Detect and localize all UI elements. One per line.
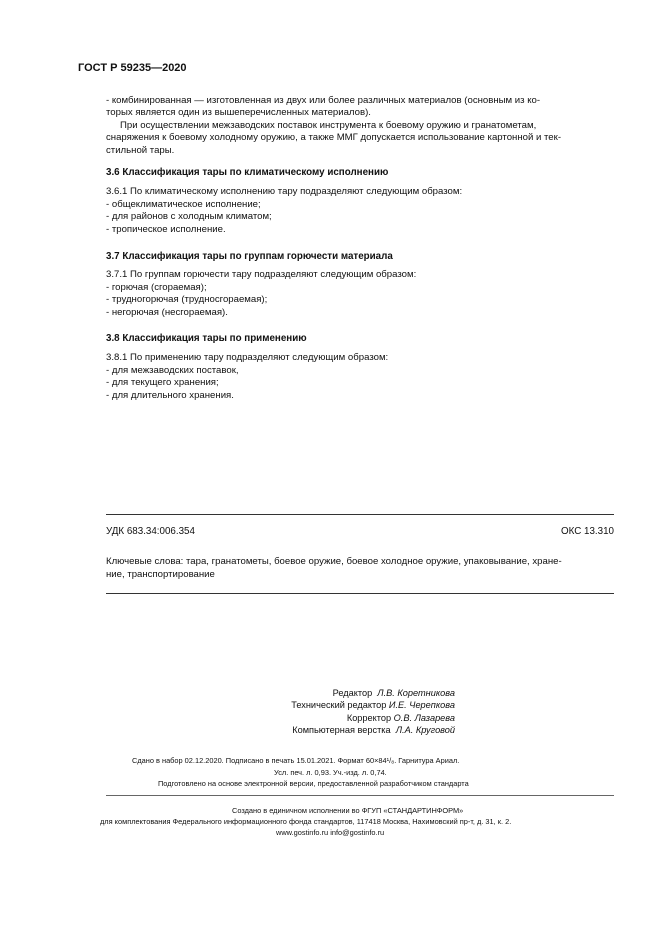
staff-row-tech-editor xyxy=(255,699,455,711)
standard-header: ГОСТ Р 59235—2020 xyxy=(78,62,187,74)
staff-name: Л.В. Коретникова xyxy=(377,688,455,698)
staff-row-layout xyxy=(255,724,455,736)
staff-row-editor xyxy=(255,687,455,699)
imprint-line-3: Подготовлено на основе электронной версии, предоставленной разработчиком стандарта xyxy=(158,779,469,788)
section-3-7-line: - трудногорючая (трудносгораемая); xyxy=(106,294,268,306)
section-3-6-body xyxy=(106,186,462,236)
section-3-8-line: 3.8.1 По применению тару подразделяют следующим образом: xyxy=(106,352,389,363)
section-3-7-line: - негорючая (несгораемая). xyxy=(106,306,228,318)
imprint-line-5: для комплектования Федерального информационного фонда стандартов, 117418 Москва, Нахимовский пр-т, д. 31, к. 2. xyxy=(100,817,512,826)
section-3-8-line: - для текущего хранения; xyxy=(106,377,219,389)
section-3-6-line: 3.6.1 По климатическому исполнению тару подразделяют следующим образом: xyxy=(106,186,463,197)
section-3-6-line: - для районов с холодным климатом; xyxy=(106,211,272,223)
section-3-6-line: - тропическое исполнение. xyxy=(106,223,226,235)
staff-role: Редактор xyxy=(332,688,373,698)
section-3-8-line: - для длительного хранения. xyxy=(106,389,234,401)
staff-role: Корректор xyxy=(346,712,392,723)
oks-code: ОКС 13.310 xyxy=(561,526,614,537)
section-3-8-title: 3.8 Классификация тары по применению xyxy=(106,333,307,344)
staff-name: И.Е. Черепкова xyxy=(388,700,455,711)
divider-top xyxy=(106,514,614,515)
section-3-7-title: 3.7 Классификация тары по группам горючести материала xyxy=(106,251,393,262)
intro-p2-line-3: стильной тары. xyxy=(106,144,175,156)
intro-p2-line-1: При осуществлении межзаводских поставок инструмента к боевому оружию и гранатометам, xyxy=(120,120,537,131)
divider-bottom xyxy=(106,593,614,594)
staff-name: О.В. Лазарева xyxy=(393,712,455,723)
udk-code: УДК 683.34:006.354 xyxy=(106,526,195,537)
section-3-6-line: - общеклиматическое исполнение; xyxy=(106,198,261,210)
imprint-line-2: Усл. печ. л. 0,93. Уч.-изд. л. 0,74. xyxy=(274,768,387,777)
staff-role: Технический редактор xyxy=(291,700,387,711)
staff-row-corrector xyxy=(255,712,455,724)
keywords-line-2: ние, транспортирование xyxy=(106,568,215,580)
staff-role: Компьютерная верстка xyxy=(292,725,391,736)
section-3-8-body xyxy=(106,352,388,402)
intro-p1-line-1: - комбинированная — изготовленная из двух или более различных материалов (основным из ко- xyxy=(106,95,541,106)
imprint-divider xyxy=(106,795,614,796)
section-3-7-body xyxy=(106,269,416,319)
imprint-line-4: Создано в единичном исполнении во ФГУП «СТАНДАРТИНФОРМ» xyxy=(232,806,464,815)
keywords xyxy=(106,556,614,581)
imprint-line-6: www.gostinfo.ru info@gostinfo.ru xyxy=(276,828,385,837)
keywords-line-1: Ключевые слова: тара, гранатометы, боевое оружие, боевое холодное оружие, упаковывание, хране- xyxy=(106,556,562,567)
imprint-line-1: Сдано в набор 02.12.2020. Подписано в печать 15.01.2021. Формат 60×84¹/₈. Гарнитура Ариал. xyxy=(132,756,460,765)
section-3-6-title: 3.6 Классификация тары по климатическому исполнению xyxy=(106,167,389,178)
staff-name: Л.А. Круговой xyxy=(395,725,455,736)
staff-credits xyxy=(255,687,455,737)
section-3-7-line: 3.7.1 По группам горючести тару подразделяют следующим образом: xyxy=(106,269,417,280)
intro-paragraph-1 xyxy=(106,95,614,120)
intro-paragraph-2 xyxy=(106,120,614,157)
section-3-7-line: - горючая (сгораемая); xyxy=(106,281,207,293)
intro-p1-line-2: торых является один из вышеперечисленных материалов). xyxy=(106,107,371,119)
section-3-8-line: - для межзаводских поставок, xyxy=(106,364,239,376)
intro-p2-line-2: снаряжения к боевому холодному оружию, а также ММГ допускается использование картонной и тек- xyxy=(106,132,562,144)
